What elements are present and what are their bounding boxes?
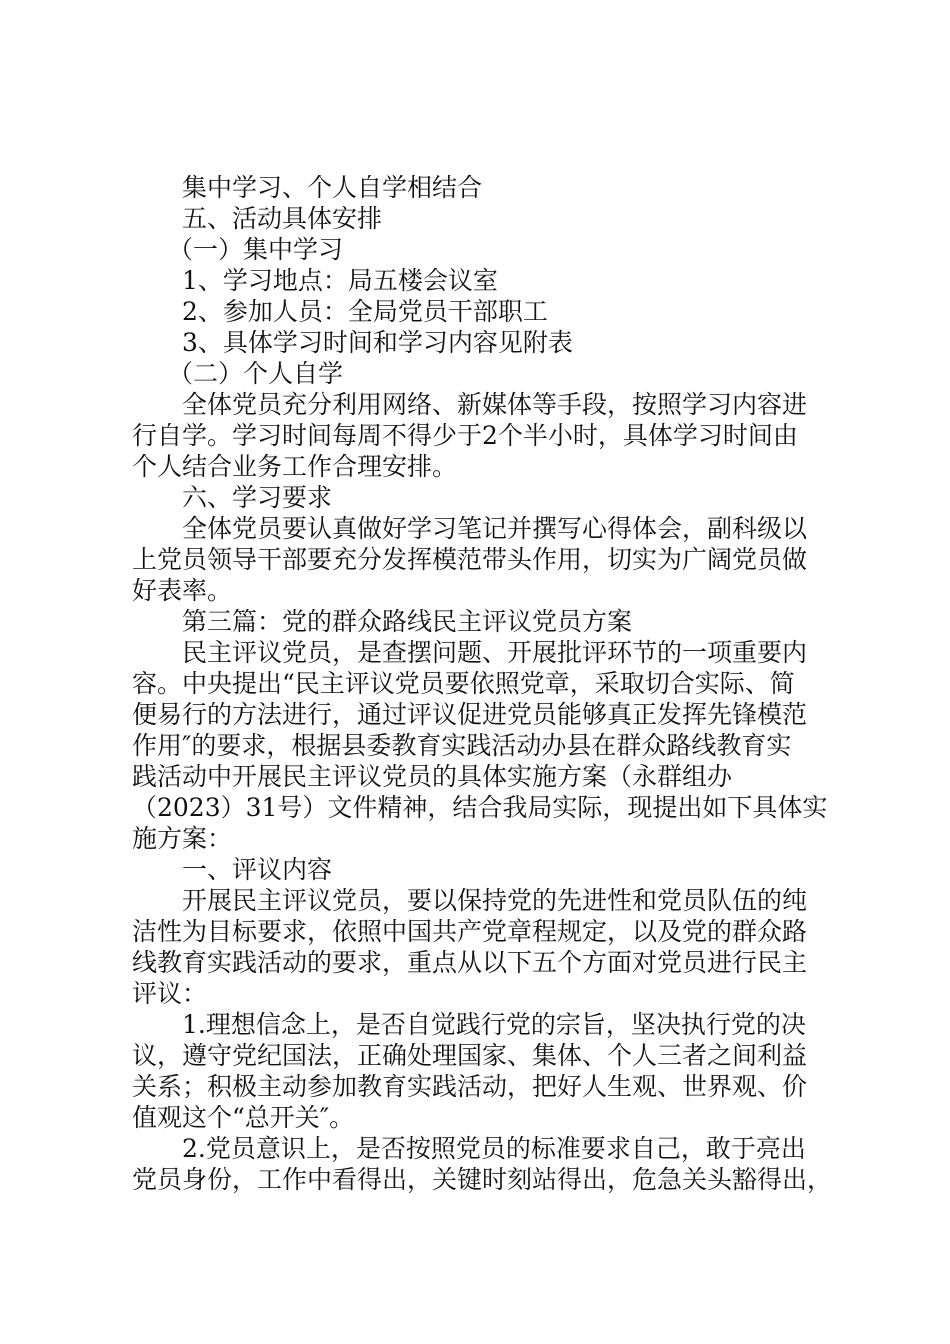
text-line: 值观这个“总开关″。 xyxy=(132,1103,355,1132)
text-line: 集中学习、个人自学相结合 xyxy=(182,173,483,202)
text-line: 2.党员意识上，是否按照党员的标准要求自己，敢于亮出 xyxy=(182,1134,806,1163)
text-line: 上党员领导干部要充分发挥模范带头作用，切实为广阔党员做 xyxy=(132,545,808,574)
text-line: 便易行的方法进行，通过评议促进党员能够真正发挥先锋模范 xyxy=(132,700,808,729)
text-line: 行自学。学习时间每周不得少于2个半小时，具体学习时间由 xyxy=(132,421,798,450)
text-line: 施方案： xyxy=(132,824,233,853)
text-line: （一）集中学习 xyxy=(168,235,344,264)
text-line: 3、具体学习时间和学习内容见附表 xyxy=(182,328,573,357)
text-line: 践活动中开展民主评议党员的具体实施方案（永群组办 xyxy=(132,762,733,791)
text-line: 2、参加人员：全局党员干部职工 xyxy=(182,297,548,326)
document-body xyxy=(132,172,833,1195)
text-line: 容。中央提出“民主评议党员要依照党章，采取切合实际、简 xyxy=(132,669,795,698)
text-line: 1、学习地点：局五楼会议室 xyxy=(182,266,498,295)
text-line: 评议： xyxy=(132,979,208,1008)
text-line: 全体党员充分利用网络、新媒体等手段，按照学习内容进 xyxy=(182,390,808,419)
text-line: 五、活动具体安排 xyxy=(182,204,383,233)
text-line: 全体党员要认真做好学习笔记并撰写心得体会，副科级以 xyxy=(182,514,808,543)
text-line: 一、评议内容 xyxy=(182,855,333,884)
text-line: 线教育实践活动的要求，重点从以下五个方面对党员进行民主 xyxy=(132,948,808,977)
text-line: 1.理想信念上，是否自觉践行党的宗旨，坚决执行党的决 xyxy=(182,1010,806,1039)
text-line: （二）个人自学 xyxy=(168,359,344,388)
text-line: 开展民主评议党员，要以保持党的先进性和党员队伍的纯 xyxy=(182,886,808,915)
text-line: 民主评议党员，是查摆问题、开展批评环节的一项重要内 xyxy=(182,638,808,667)
text-line: 第三篇：党的群众路线民主评议党员方案 xyxy=(182,607,633,636)
text-line: 六、学习要求 xyxy=(182,483,333,512)
text-line: 洁性为目标要求，依照中国共产党章程规定，以及党的群众路 xyxy=(132,917,808,946)
text-line: 党员身份，工作中看得出，关键时刻站得出，危急关头豁得出， xyxy=(132,1165,833,1194)
text-line: 议，遵守党纪国法，正确处理国家、集体、个人三者之间利益 xyxy=(132,1041,808,1070)
text-line: 作用″的要求，根据县委教育实践活动办县在群众路线教育实 xyxy=(132,731,792,760)
text-line: （2023）31号）文件精神，结合我局实际，现提出如下具体实 xyxy=(132,793,828,822)
text-line: 好表率。 xyxy=(132,576,233,605)
text-line: 关系；积极主动参加教育实践活动，把好人生观、世界观、价 xyxy=(132,1072,808,1101)
text-line: 个人结合业务工作合理安排。 xyxy=(132,452,458,481)
